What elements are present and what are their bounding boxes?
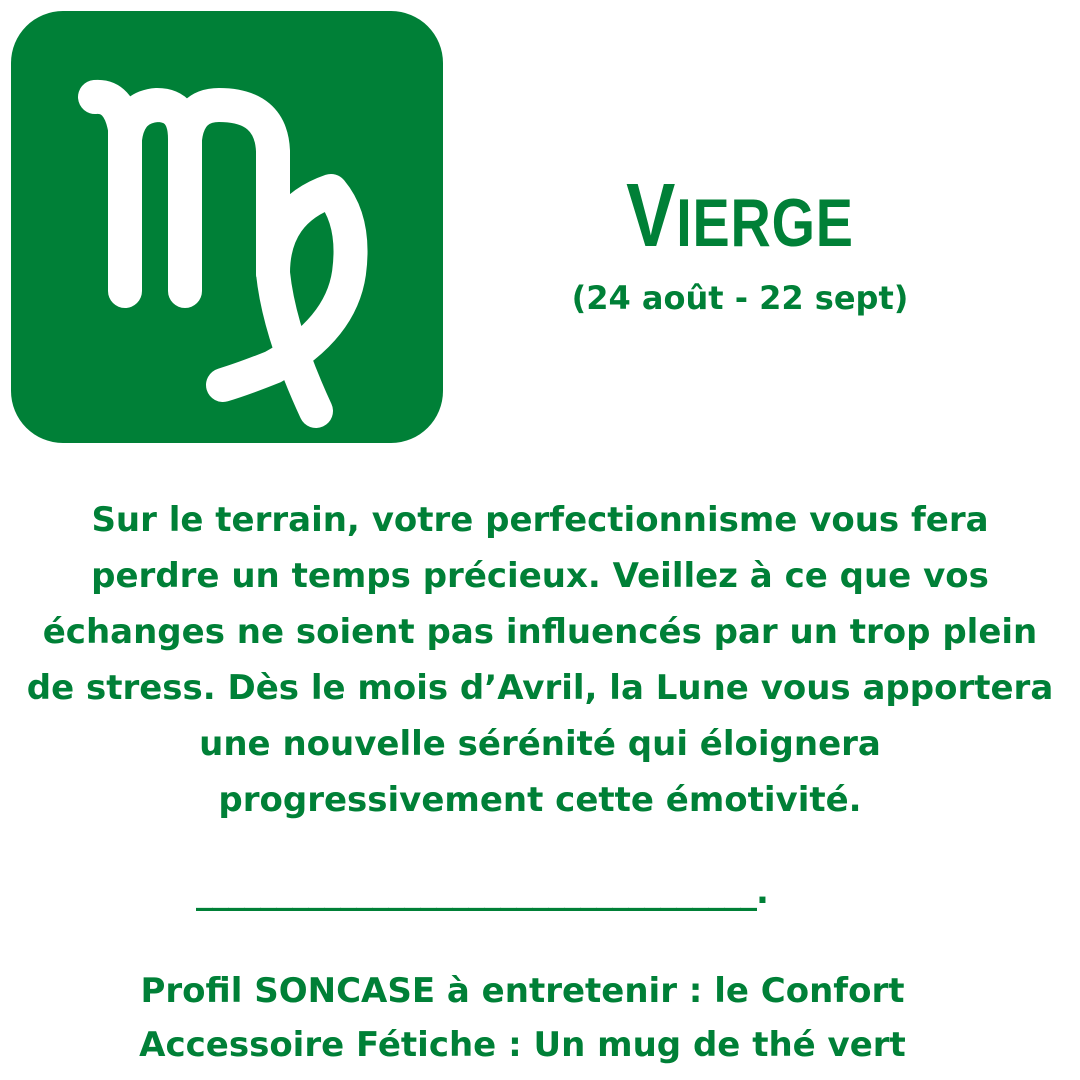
sign-dates: (24 août - 22 sept) bbox=[571, 279, 909, 317]
horoscope-line: Sur le terrain, votre perfectionnisme vous fera bbox=[91, 500, 989, 540]
horoscope-line: progressivement cette émotivité. bbox=[218, 780, 862, 820]
sign-title-rest: IERGE bbox=[676, 185, 854, 261]
profile-soncase: Profil SONCASE à entretenir : le Confort bbox=[140, 971, 905, 1011]
virgo-glyph-icon bbox=[11, 11, 443, 443]
horoscope-text bbox=[0, 492, 1080, 828]
horoscope-line: une nouvelle sérénité qui éloignera bbox=[199, 724, 881, 764]
virgo-sign-tile bbox=[11, 11, 443, 443]
sign-title-initial: V bbox=[626, 166, 677, 266]
horoscope-line: de stress. Dès le mois d’Avril, la Lune vous apportera bbox=[26, 668, 1054, 708]
profile-accessory: Accessoire Fétiche : Un mug de thé vert bbox=[139, 1025, 906, 1065]
horoscope-line: perdre un temps précieux. Veillez à ce que vos bbox=[91, 556, 989, 596]
separator-line: ___________________________________. bbox=[196, 872, 768, 912]
profile-info bbox=[0, 964, 1045, 1072]
horoscope-line: échanges ne soient pas influencés par un trop plein bbox=[42, 612, 1038, 652]
sign-title bbox=[576, 166, 904, 273]
